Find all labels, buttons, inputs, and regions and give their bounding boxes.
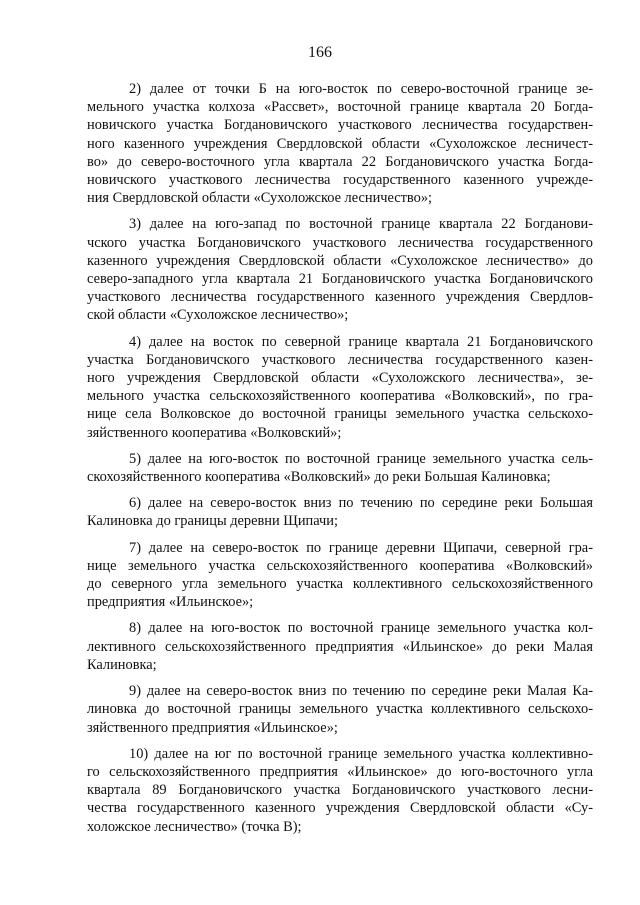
text-line: казенного учреждения Свердловской области «Сухоложское лесничество» до [87,252,593,269]
text-line: холожское лесничество» (точка В); [87,818,302,835]
text-line: зяйственного кооператива «Волковский»; [87,424,342,441]
text-line: 10) далее на юг по восточной границе земельного участка коллективно- [129,745,593,762]
text-line: 8) далее на юго-восток по восточной границе земельного участка кол- [129,620,593,637]
text-line: чского участка Богдановичского участкового лесничества государственного [87,234,593,251]
text-line: предприятия «Ильинское»; [87,594,254,611]
paragraph-item-6 [87,494,593,530]
text-line: квартала 89 Богдановичского участка Богдановичского участкового лесни- [87,782,593,799]
document-body [87,80,593,844]
text-line: новичского участкового лесничества государственного казенного учрежде- [87,172,593,189]
text-line: 7) далее на северо-восток по границе деревни Щипачи, северной гра- [129,539,593,556]
text-line: мельного участка колхоза «Рассвет», восточной границе квартала 20 Богда- [87,99,593,116]
text-line: участкового лесничества государственного казенного учреждения Свердлов- [87,289,593,306]
text-line: участка Богдановичского участкового лесничества государственного казен- [87,351,593,368]
paragraph-item-2 [87,80,593,207]
paragraph-item-8 [87,619,593,674]
text-line: чества государственного казенного учреждения Свердловской области «Су- [87,800,593,817]
paragraph-item-10 [87,745,593,836]
text-line: скохозяйственного кооператива «Волковский» до реки Большая Калиновка; [87,469,551,486]
text-line: ного казенного учреждения Свердловской области «Сухоложское лесничест- [87,135,593,152]
text-line: 3) далее на юго-запад по восточной границе квартала 22 Богданови- [129,216,593,233]
text-line: во» до северо-восточного угла квартала 22 Богдановичского участка Богда- [87,153,593,170]
paragraph-item-9 [87,682,593,737]
text-line: линовка до восточной границы земельного участка коллективного сельскохо- [87,701,593,718]
text-line: 2) далее от точки Б на юго-восток по северо-восточной границе зе- [129,81,593,97]
text-line: 6) далее на северо-восток вниз по течению по середине реки Большая [129,495,593,512]
text-line: нице села Волковское до восточной границы земельного участка сельскохо- [87,406,593,423]
text-line: Калиновка до границы деревни Щипачи; [87,513,338,530]
text-line: Калиновка; [87,656,157,673]
text-line: ного учреждения Свердловской области «Сухоложского лесничества», зе- [87,370,593,387]
paragraph-item-5 [87,450,593,486]
text-line: 5) далее на юго-восток по восточной границе земельного участка сель- [129,450,593,467]
paragraph-item-3 [87,215,593,324]
text-line: 4) далее на восток по северной границе квартала 21 Богдановичского [129,333,593,350]
paragraph-item-4 [87,333,593,442]
text-line: 9) далее на северо-восток вниз по течению по середине реки Малая Ка- [129,683,593,700]
text-line: северо-западного угла квартала 21 Богдановичского участка Богдановичского [87,271,593,288]
page-number: 166 [308,44,332,61]
text-line: ния Свердловской области «Сухоложское лесничество»; [87,190,433,207]
text-line: зяйственного предприятия «Ильинское»; [87,719,338,736]
text-line: лективного сельскохозяйственного предприятия «Ильинское» до реки Малая [87,638,593,655]
text-line: до северного угла земельного участка коллективного сельскохозяйственного [87,576,593,593]
text-line: мельного участка сельскохозяйственного кооператива «Волковский», по гра- [87,388,593,405]
text-line: ской области «Сухоложское лесничество»; [87,307,349,324]
text-line: го сельскохозяйственного предприятия «Ильинское» до юго-восточного угла [87,763,593,780]
paragraph-item-7 [87,539,593,612]
text-line: новичского участка Богдановичского участкового лесничества государствен- [87,117,593,134]
text-line: нице земельного участка сельскохозяйственного кооператива «Волковский» [87,557,593,574]
